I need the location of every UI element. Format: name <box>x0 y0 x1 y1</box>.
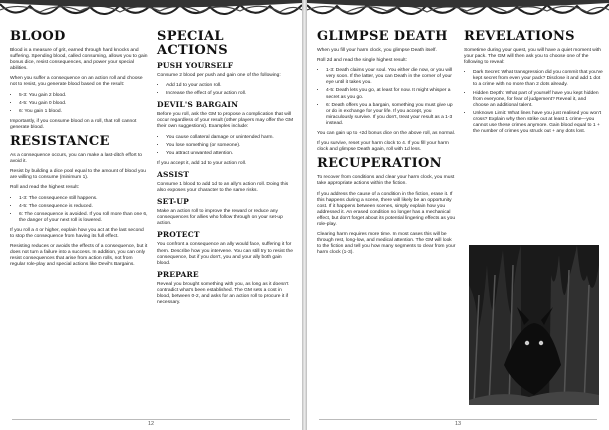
assist-text: Consume 1 blood to add 1d to an ally's action roll. Doing this also exposes your character to the same risks. <box>157 181 289 194</box>
list-item: • You attract unwanted attention. <box>166 151 296 157</box>
list-item: • 6: The consequence is avoided. If you roll more than one 6, the danger of your next roll is lowered. <box>19 212 149 224</box>
devils-bargain-heading: DEVIL'S BARGAIN <box>157 100 239 110</box>
glimpse-results-list <box>317 68 456 127</box>
list-item: • You lose something (or someone). <box>166 143 296 149</box>
resistance-limits: Resisting reduces or avoids the effects of a consequence, but it does not turn a failure into a success. In addition, you can only resist consequences that arise from action rolls, not from regular role-play and special actions like Devil's Bargains. <box>10 244 148 268</box>
list-item: • You cause collateral damage or unintended harm. <box>166 135 296 141</box>
glimpse-death-heading: GLIMPSE DEATH <box>317 29 448 44</box>
glimpse-intro: When you fill your harm clock, you glimpse Death itself. <box>317 48 437 53</box>
push-yourself-heading: PUSH YOURSELF <box>157 61 234 70</box>
devils-bargain-text: Before you roll, ask the GM to propose a complication that will occur regardless of your result (other players may offer the GM their own suggestions). Examples include: <box>157 112 294 130</box>
blood-intro: Blood is a measure of grit, earned through hard knocks and suffering. Spending blood, called consuming, allows you to gain bonus dice, resist consequences, and power your special abilities. <box>10 48 148 72</box>
list-item: • 4-5: You gain 0 blood. <box>19 101 149 107</box>
list-item: • 1-3: Death claims your soul. You either die now, or you will very soon. If the latter, you can Death in the corner of your eye until it takes you. <box>326 68 456 86</box>
list-item: • 4-5: The consequence is reduced. <box>19 204 149 210</box>
decorative-border-top <box>307 0 609 26</box>
setup-text: Make an action roll to improve the reward or reduce any consequences for allies who follow through on your set-up action. <box>157 209 283 227</box>
blood-heading: BLOOD <box>10 29 66 44</box>
devils-bargain-accept: If you accept it, add 1d to your action roll. <box>157 160 247 166</box>
setup-heading: SET-UP <box>157 197 189 207</box>
page-number: 12 <box>147 421 155 427</box>
revelations-list <box>464 70 603 135</box>
resistance-roll: Roll and read the highest result: <box>10 185 80 191</box>
prepare-text: Reveal you brought something with you, as long as it doesn't contradict what's been established. The GM sets a cost in blood, between 0-2, and asks for an action roll to procure it if necessary. <box>157 281 289 306</box>
list-item: • 6: Death offers you a bargain, something you must give up or do in exchange for your life. If you accept, you miraculously survive. If you don't, treat your result as a 1-3 instead. <box>326 103 456 127</box>
glimpse-bonus: You can gain up to +2d bonus dice on the above roll, as normal. <box>317 131 456 137</box>
resistance-explain: If you roll a 4 or higher, explain how you act at the last second to stop the consequence from having its full effect. <box>10 227 144 239</box>
list-item: • 1-3: The consequence still happens. <box>19 196 149 202</box>
blood-note: Importantly, if you consume blood on a roll, that roll cannot generate blood. <box>10 118 137 130</box>
protect-heading: PROTECT <box>157 230 200 240</box>
revelations-heading: REVELATIONS <box>464 29 575 44</box>
list-item: • 6: You gain 1 blood. <box>19 109 149 115</box>
resistance-heading: RESISTANCE <box>10 134 110 150</box>
list-item: • Unknown Limit: What lines have you just realised you won't cross? Explain why then strike out at least 1 crime—you cannot use these crimes anymore. Gain blood equal to 1 + the number of crimes you struck out + any dots lost. <box>473 111 603 135</box>
page-number: 13 <box>454 421 462 427</box>
glimpse-survive: If you survive, reset your harm clock to 4. If you fill your harm clock and glimpse Death again, roll with 1d less. <box>317 141 449 153</box>
list-item: • 5-3: You gain 2 blood. <box>19 93 149 99</box>
left-column-2 <box>157 30 296 310</box>
dark-forest-illustration <box>469 245 599 405</box>
decorative-border-top <box>0 0 302 26</box>
page-right <box>307 0 609 430</box>
protect-text: You confront a consequence an ally would face, suffering it for them. Describe how you intervene. You can still try to resist the consequence, but if you don't, you and your ally both gain blood. <box>157 242 293 266</box>
blood-results-list <box>10 93 149 115</box>
right-column-1 <box>317 30 456 260</box>
revelations-intro: Sometime during your quest, you will have a quiet moment with your pack. The GM will then ask you to choose one of the following to reveal: <box>464 48 602 66</box>
assist-heading: ASSIST <box>157 169 190 179</box>
list-item: • Increase the effect of your action roll. <box>166 91 296 97</box>
recuperation-conditions: If you address the cause of a condition in the fiction, erase it. If this happens during a scene, there will likely be an opportunity cost. If it happens between scenes, simply explain how you addressed it. An erased condition no longer has a mechanical effect, but don't forget about its potential lingering effects as you role-play. <box>317 191 456 227</box>
footer-rule <box>12 419 290 420</box>
list-item: • Dark Secret: What transgression did you commit that you've kept secret from even your pack? Disclose it and add 1 dot to a crime with no more than 2 dots already. <box>473 70 603 88</box>
special-actions-heading: SPECIAL ACTIONS <box>157 29 228 58</box>
list-item: • Add 1d to your action roll. <box>166 83 296 89</box>
resistance-resist: Resist by building a dice pool equal to the amount of blood you are willing to consume (minimum 1). <box>10 169 146 181</box>
recuperation-intro: To recover from conditions and clear your harm clock, you must take appropriate actions within the fiction. <box>317 175 455 187</box>
recuperation-harm: Clearing harm requires more time. In most cases this will be through rest, long-low, and medical attention. The GM will look to the fiction and tell you how many segments to clear from your harm clock (1-3). <box>317 232 456 256</box>
page-left <box>0 0 302 430</box>
recuperation-heading: RECUPERATION <box>317 156 442 172</box>
blood-generate: When you suffer a consequence on an action roll and choose not to resist, you generate blood based on the result: <box>10 76 143 88</box>
devils-bargain-list <box>157 135 296 157</box>
list-item: • Hidden Depth: What part of yourself have you kept hidden from everyone, for fear of judgement? Reveal it, and choose an additional talent. <box>473 91 603 109</box>
push-yourself-text: Consume 2 blood per push and gain one of the following: <box>157 73 281 78</box>
list-item: • 4-5: Death lets you go, at least for now. It might whisper a secret as you go. <box>326 88 456 100</box>
resistance-results-list <box>10 196 149 224</box>
resistance-intro: As a consequence occurs, you can make a last-ditch effort to avoid it. <box>10 153 143 165</box>
prepare-heading: PREPARE <box>157 269 199 279</box>
push-yourself-list <box>157 83 296 97</box>
glimpse-roll: Roll 2d and read the single highest result: <box>317 58 407 64</box>
left-column-1 <box>10 30 149 272</box>
right-column-2 <box>464 30 603 139</box>
footer-rule <box>319 419 597 420</box>
